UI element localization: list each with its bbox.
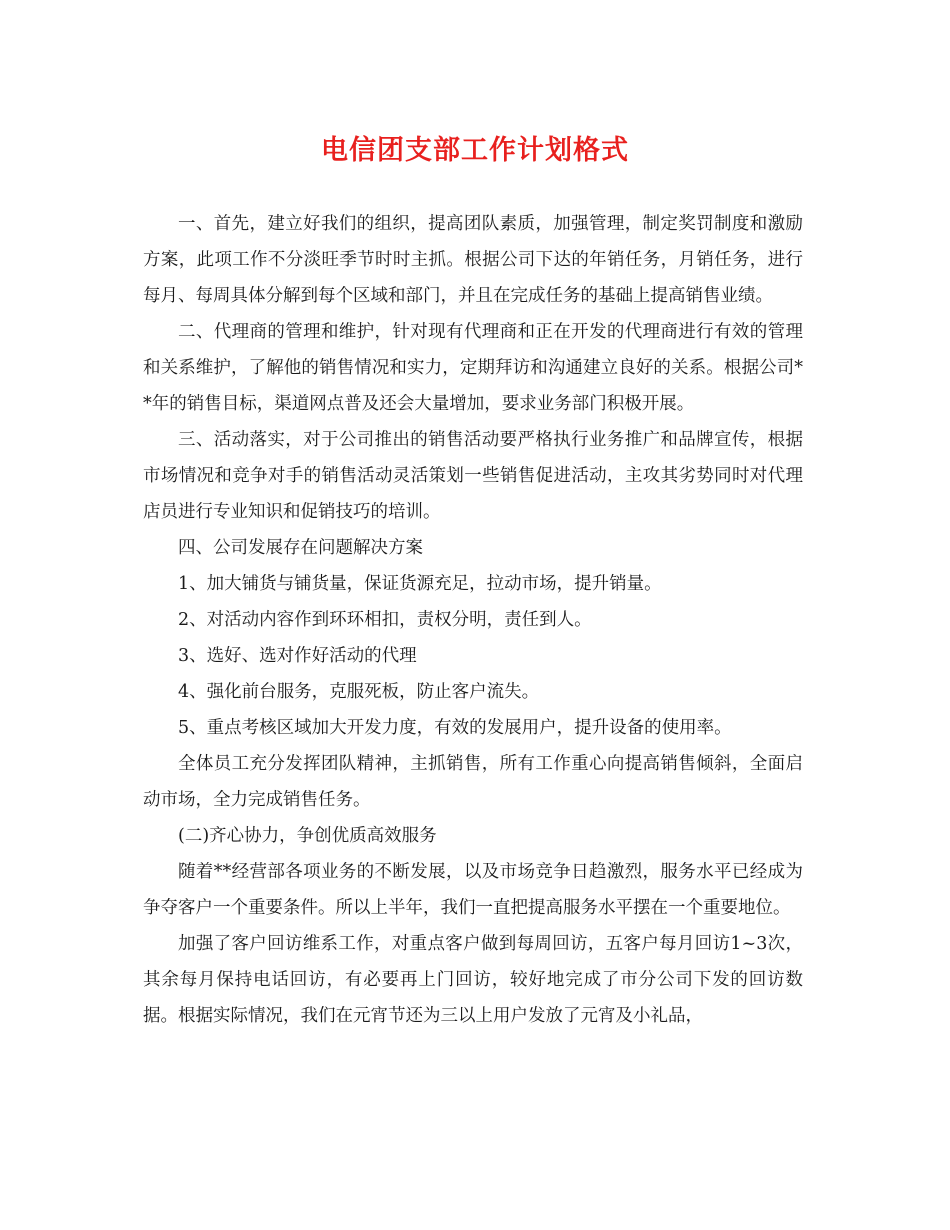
paragraph-12: 随着**经营部各项业务的不断发展，以及市场竞争日趋激烈，服务水平已经成为争夺客户一个重要条件。所以上半年，我们一直把提高服务水平摆在一个重要地位。 [143,862,803,918]
paragraph-9: 5、重点考核区域加大开发力度，有效的发展用户，提升设备的使用率。 [178,718,732,738]
paragraph-7: 3、选好、选对作好活动的代理 [178,646,417,666]
paragraph-1: 一、首先，建立好我们的组织，提高团队素质，加强管理，制定奖罚制度和激励方案，此项工作不分淡旺季节时时主抓。根据公司下达的年销任务，月销任务，进行每月、每周具体分解到每个区域和部门，并且在完成任务的基础上提高销售业绩。 [143,214,803,306]
paragraph-3: 三、活动落实，对于公司推出的销售活动要严格执行业务推广和品牌宣传，根据市场情况和竞争对手的销售活动灵活策划一些销售促进活动，主攻其劣势同时对代理店员进行专业知识和促销技巧的培训。 [143,430,803,522]
paragraph-10: 全体员工充分发挥团队精神，主抓销售，所有工作重心向提高销售倾斜，全面启动市场，全力完成销售任务。 [143,754,803,810]
paragraph-11: (二)齐心协力，争创优质高效服务 [178,826,437,846]
document-title: 电信团支部工作计划格式 [321,135,629,166]
paragraph-4: 四、公司发展存在问题解决方案 [178,538,423,558]
document-body [143,206,803,1034]
paragraph-13: 加强了客户回访维系工作，对重点客户做到每周回访，五客户每月回访1~3次，其余每月保持电话回访，有必要再上门回访，较好地完成了市分公司下发的回访数据。根据实际情况，我们在元宵节还为三以上用户发放了元宵及小礼品， [143,934,803,1026]
paragraph-8: 4、强化前台服务，克服死板，防止客户流失。 [178,682,540,702]
paragraph-2: 二、代理商的管理和维护，针对现有代理商和正在开发的代理商进行有效的管理和关系维护，了解他的销售情况和实力，定期拜访和沟通建立良好的关系。根据公司**年的销售目标，渠道网点普及还会大量增加，要求业务部门积极开展。 [143,322,803,414]
paragraph-6: 2、对活动内容作到环环相扣，责权分明，责任到人。 [178,610,592,630]
paragraph-5: 1、加大铺货与铺货量，保证货源充足，拉动市场，提升销量。 [178,574,662,594]
